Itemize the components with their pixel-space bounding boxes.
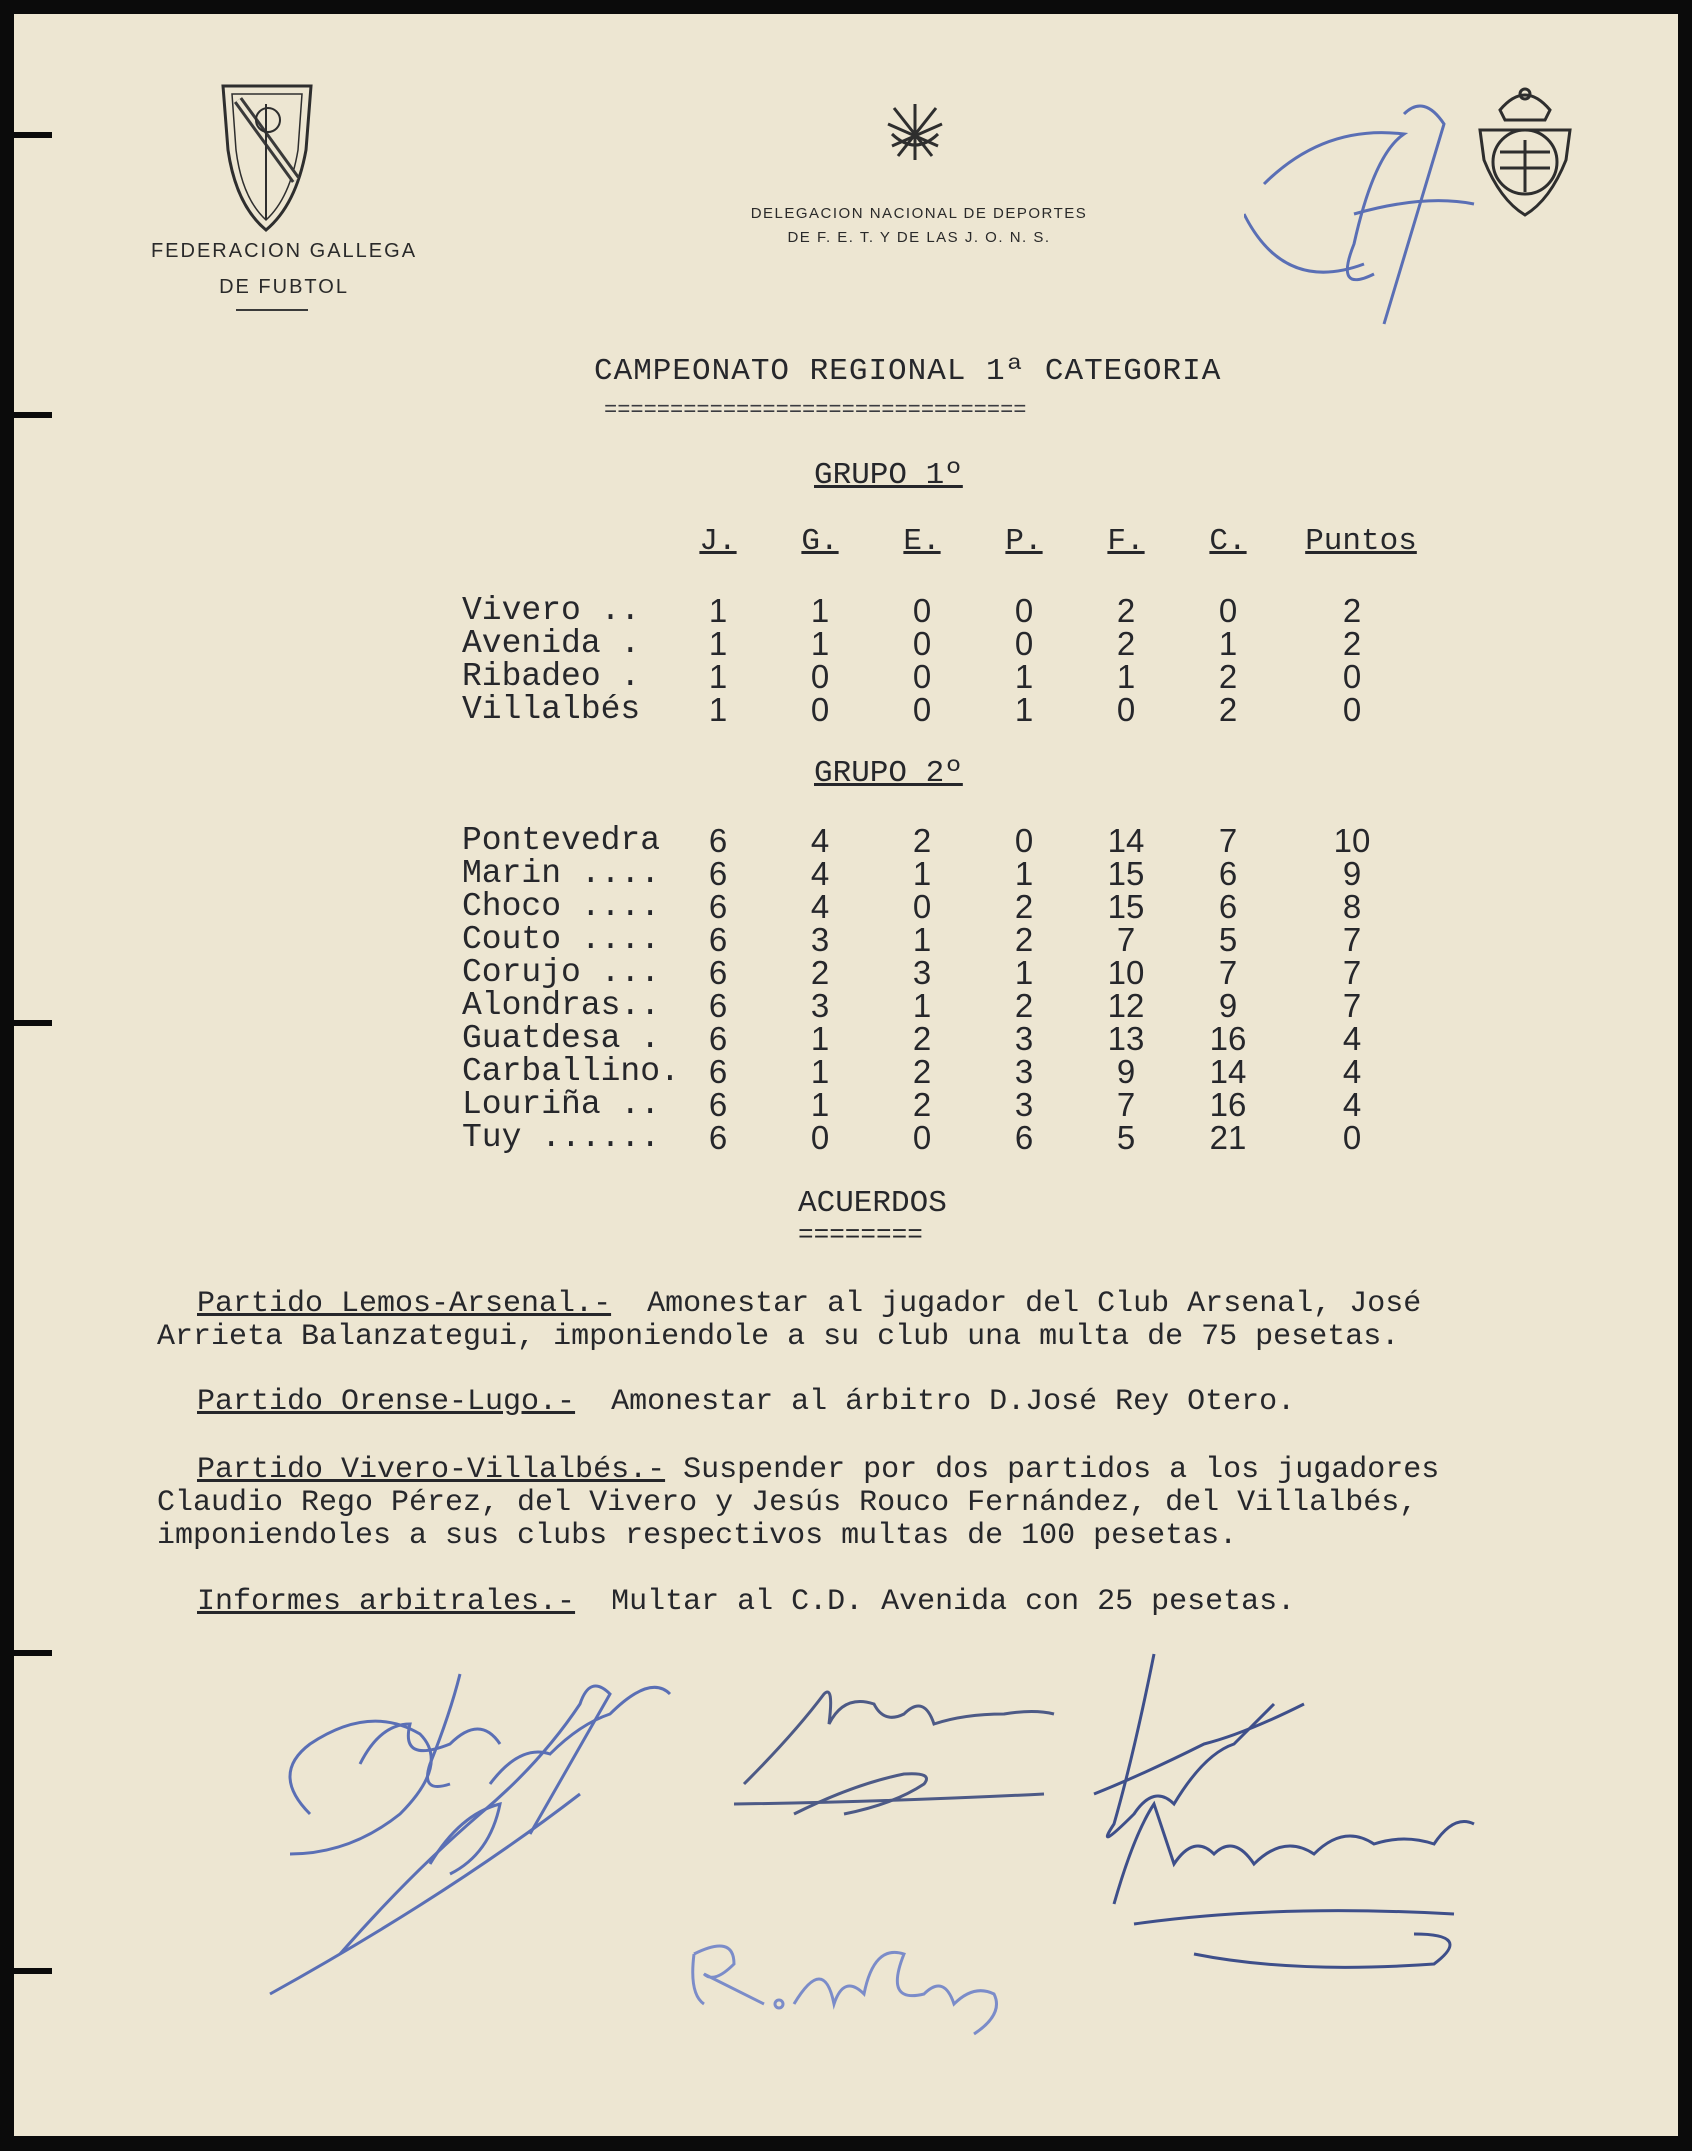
cell-j: 1 bbox=[708, 592, 728, 629]
cell-puntos: 7 bbox=[1342, 954, 1362, 991]
cell-c: 2 bbox=[1218, 658, 1238, 695]
edge-mark bbox=[14, 132, 52, 138]
cell-p: 2 bbox=[1014, 921, 1034, 958]
cell-f: 2 bbox=[1116, 625, 1136, 662]
cell-c: 2 bbox=[1218, 691, 1238, 728]
edge-mark bbox=[14, 1020, 52, 1026]
group2-title: GRUPO 2º bbox=[814, 756, 963, 791]
cell-c: 7 bbox=[1218, 954, 1238, 991]
cell-e: 0 bbox=[912, 691, 932, 728]
cell-p: 3 bbox=[1014, 1086, 1034, 1123]
document-page bbox=[14, 14, 1678, 2136]
cell-e: 2 bbox=[912, 822, 932, 859]
cell-puntos: 0 bbox=[1342, 1119, 1362, 1156]
cell-g: 1 bbox=[810, 592, 830, 629]
cell-c: 0 bbox=[1218, 592, 1238, 629]
agreement-text-line1: Amonestar al árbitro D.José Rey Otero. bbox=[611, 1385, 1296, 1419]
royal-crest-icon bbox=[1470, 80, 1580, 230]
signatures-right-icon bbox=[1074, 1634, 1494, 1994]
agreement-heading: Partido Orense-Lugo.- bbox=[197, 1385, 576, 1419]
cell-j: 1 bbox=[708, 691, 728, 728]
agreement-text-line1: Suspender por dos partidos a los jugadores bbox=[683, 1453, 1440, 1487]
cell-g: 4 bbox=[810, 855, 830, 892]
cell-puntos: 4 bbox=[1342, 1053, 1362, 1090]
team-name: Couto .... bbox=[462, 921, 661, 958]
cell-e: 2 bbox=[912, 1053, 932, 1090]
cell-e: 1 bbox=[912, 987, 932, 1024]
cell-c: 16 bbox=[1209, 1020, 1247, 1057]
team-name: Villalbés bbox=[462, 691, 641, 728]
team-name: Carballino. bbox=[462, 1053, 680, 1090]
team-name: Vivero .. bbox=[462, 592, 641, 629]
cell-g: 4 bbox=[810, 888, 830, 925]
cell-puntos: 10 bbox=[1333, 822, 1371, 859]
team-name: Guatdesa . bbox=[462, 1020, 661, 1057]
cell-puntos: 8 bbox=[1342, 888, 1362, 925]
agreement-text-line3: imponiendoles a sus clubs respectivos multas de 100 pesetas. bbox=[157, 1519, 1238, 1553]
delegation-line1: DELEGACION NACIONAL DE DEPORTES bbox=[750, 205, 1088, 222]
cell-j: 6 bbox=[708, 1020, 728, 1057]
cell-j: 6 bbox=[708, 954, 728, 991]
cell-g: 1 bbox=[810, 1053, 830, 1090]
col-header-e: E. bbox=[903, 524, 941, 559]
cell-e: 1 bbox=[912, 921, 932, 958]
cell-e: 0 bbox=[912, 658, 932, 695]
cell-j: 6 bbox=[708, 1119, 728, 1156]
agreement-text-line2: Arrieta Balanzategui, imponiendole a su club una multa de 75 pesetas. bbox=[157, 1320, 1400, 1354]
col-header-p: P. bbox=[1005, 524, 1043, 559]
cell-j: 6 bbox=[708, 888, 728, 925]
cell-g: 3 bbox=[810, 987, 830, 1024]
agreement-item bbox=[157, 1454, 1617, 1553]
cell-f: 14 bbox=[1107, 822, 1145, 859]
col-header-c: C. bbox=[1209, 524, 1247, 559]
cell-f: 5 bbox=[1116, 1119, 1136, 1156]
cell-c: 9 bbox=[1218, 987, 1238, 1024]
team-name: Pontevedra bbox=[462, 822, 661, 859]
yoke-arrows-emblem-icon bbox=[880, 94, 950, 174]
cell-p: 0 bbox=[1014, 822, 1034, 859]
cell-e: 0 bbox=[912, 1119, 932, 1156]
team-name: Louriña .. bbox=[462, 1086, 661, 1123]
cell-p: 1 bbox=[1014, 954, 1034, 991]
cell-g: 0 bbox=[810, 691, 830, 728]
cell-j: 1 bbox=[708, 625, 728, 662]
cell-c: 21 bbox=[1209, 1119, 1247, 1156]
cell-j: 6 bbox=[708, 822, 728, 859]
team-name: Avenida . bbox=[462, 625, 641, 662]
cell-f: 2 bbox=[1116, 592, 1136, 629]
cell-e: 1 bbox=[912, 855, 932, 892]
col-header-puntos: Puntos bbox=[1305, 524, 1417, 559]
cell-e: 2 bbox=[912, 1086, 932, 1123]
federation-name-line1: FEDERACION GALLEGA bbox=[150, 240, 418, 262]
cell-f: 7 bbox=[1116, 921, 1136, 958]
cell-c: 6 bbox=[1218, 855, 1238, 892]
cell-f: 15 bbox=[1107, 888, 1145, 925]
cell-g: 1 bbox=[810, 1086, 830, 1123]
cell-p: 3 bbox=[1014, 1053, 1034, 1090]
title-double-rule: ================================ bbox=[604, 398, 1027, 423]
edge-mark bbox=[14, 1650, 52, 1656]
cell-c: 5 bbox=[1218, 921, 1238, 958]
cell-puntos: 7 bbox=[1342, 921, 1362, 958]
agreement-text-line1: Multar al C.D. Avenida con 25 pesetas. bbox=[611, 1585, 1296, 1619]
cell-j: 6 bbox=[708, 1053, 728, 1090]
agreements-rule: ======== bbox=[798, 1220, 923, 1250]
cell-j: 6 bbox=[708, 921, 728, 958]
cell-g: 0 bbox=[810, 1119, 830, 1156]
agreement-text-line1: Amonestar al jugador del Club Arsenal, José bbox=[647, 1287, 1422, 1321]
cell-e: 0 bbox=[912, 888, 932, 925]
cell-f: 12 bbox=[1107, 987, 1145, 1024]
cell-p: 3 bbox=[1014, 1020, 1034, 1057]
cell-g: 3 bbox=[810, 921, 830, 958]
cell-puntos: 2 bbox=[1342, 592, 1362, 629]
cell-puntos: 9 bbox=[1342, 855, 1362, 892]
federation-name-line2: DE FUBTOL bbox=[219, 276, 349, 298]
agreement-text-line2: Claudio Rego Pérez, del Vivero y Jesús Rouco Fernández, del Villalbés, bbox=[157, 1486, 1418, 1520]
cell-c: 16 bbox=[1209, 1086, 1247, 1123]
team-name: Alondras.. bbox=[462, 987, 661, 1024]
cell-p: 6 bbox=[1014, 1119, 1034, 1156]
col-header-f: F. bbox=[1107, 524, 1145, 559]
cell-j: 6 bbox=[708, 855, 728, 892]
cell-g: 4 bbox=[810, 822, 830, 859]
agreement-heading: Partido Vivero-Villalbés.- bbox=[197, 1453, 666, 1487]
cell-p: 1 bbox=[1014, 855, 1034, 892]
cell-puntos: 0 bbox=[1342, 691, 1362, 728]
cell-c: 7 bbox=[1218, 822, 1238, 859]
signature-top-right-icon bbox=[1244, 94, 1484, 334]
cell-g: 0 bbox=[810, 658, 830, 695]
cell-f: 13 bbox=[1107, 1020, 1145, 1057]
cell-f: 15 bbox=[1107, 855, 1145, 892]
cell-e: 3 bbox=[912, 954, 932, 991]
signature-center-icon bbox=[734, 1654, 1074, 1834]
cell-j: 6 bbox=[708, 1086, 728, 1123]
cell-j: 6 bbox=[708, 987, 728, 1024]
team-name: Marin .... bbox=[462, 855, 661, 892]
cell-puntos: 7 bbox=[1342, 987, 1362, 1024]
cell-g: 1 bbox=[810, 625, 830, 662]
col-header-j: J. bbox=[699, 524, 737, 559]
cell-f: 9 bbox=[1116, 1053, 1136, 1090]
cell-f: 1 bbox=[1116, 658, 1136, 695]
cell-g: 1 bbox=[810, 1020, 830, 1057]
cell-p: 0 bbox=[1014, 592, 1034, 629]
cell-e: 0 bbox=[912, 625, 932, 662]
cell-puntos: 4 bbox=[1342, 1020, 1362, 1057]
cell-p: 2 bbox=[1014, 888, 1034, 925]
cell-j: 1 bbox=[708, 658, 728, 695]
cell-f: 7 bbox=[1116, 1086, 1136, 1123]
cell-g: 2 bbox=[810, 954, 830, 991]
federation-crest-icon bbox=[218, 80, 318, 240]
page-title: CAMPEONATO REGIONAL 1ª CATEGORIA bbox=[594, 354, 1222, 389]
cell-p: 1 bbox=[1014, 658, 1034, 695]
agreement-item bbox=[157, 1288, 1617, 1354]
cell-c: 1 bbox=[1218, 625, 1238, 662]
cell-f: 0 bbox=[1116, 691, 1136, 728]
agreement-heading: Partido Lemos-Arsenal.- bbox=[197, 1287, 612, 1321]
edge-mark bbox=[14, 412, 52, 418]
cell-p: 0 bbox=[1014, 625, 1034, 662]
cell-p: 2 bbox=[1014, 987, 1034, 1024]
team-name: Tuy ...... bbox=[462, 1119, 661, 1156]
cell-f: 10 bbox=[1107, 954, 1145, 991]
edge-mark bbox=[14, 1968, 52, 1974]
signature-bottom-icon bbox=[674, 1914, 1034, 2064]
col-header-g: G. bbox=[801, 524, 839, 559]
agreements-title: ACUERDOS bbox=[798, 1186, 947, 1221]
cell-puntos: 2 bbox=[1342, 625, 1362, 662]
team-name: Corujo ... bbox=[462, 954, 661, 991]
federation-underline bbox=[236, 309, 308, 311]
agreement-item bbox=[157, 1386, 1617, 1419]
cell-e: 2 bbox=[912, 1020, 932, 1057]
team-name: Ribadeo . bbox=[462, 658, 641, 695]
delegation-line2: DE F. E. T. Y DE LAS J. O. N. S. bbox=[787, 229, 1051, 246]
group1-title: GRUPO 1º bbox=[814, 458, 963, 493]
cell-c: 14 bbox=[1209, 1053, 1247, 1090]
cell-c: 6 bbox=[1218, 888, 1238, 925]
team-name: Choco .... bbox=[462, 888, 661, 925]
cell-puntos: 4 bbox=[1342, 1086, 1362, 1123]
cell-e: 0 bbox=[912, 592, 932, 629]
cell-p: 1 bbox=[1014, 691, 1034, 728]
agreement-heading: Informes arbitrales.- bbox=[197, 1585, 576, 1619]
cell-puntos: 0 bbox=[1342, 658, 1362, 695]
